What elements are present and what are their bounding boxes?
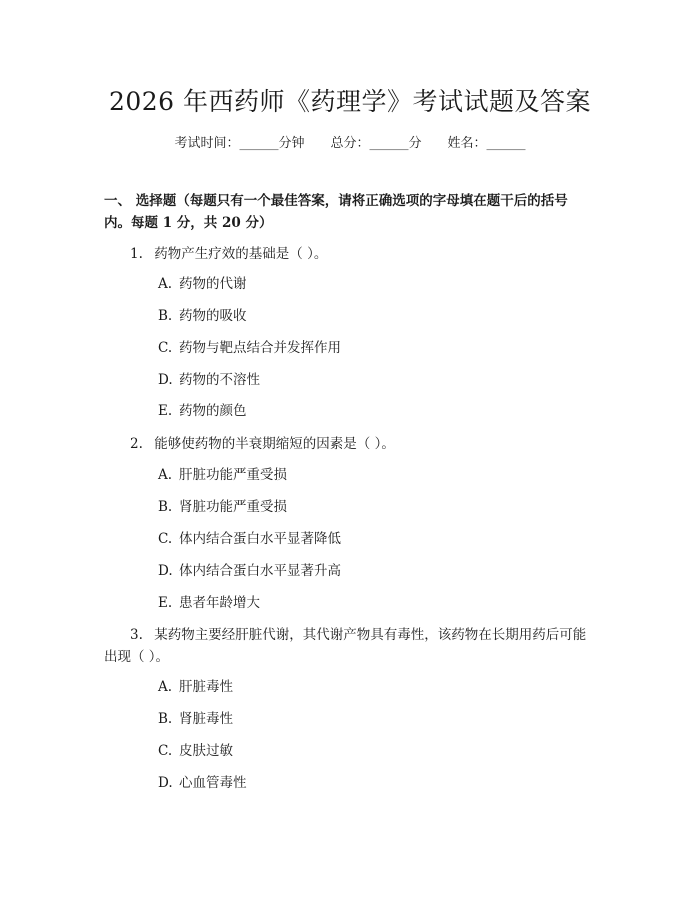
option-text: 皮肤过敏 [179,743,233,759]
option-letter: C. [158,340,173,356]
option-3a [158,677,233,697]
option-letter: B. [158,711,173,727]
option-2d [158,561,341,581]
question-2 [104,433,592,455]
option-letter: B. [158,308,173,324]
option-letter: E. [158,595,173,611]
exam-score: 总分：______分 [330,136,422,151]
question-text: 某药物主要经肝脏代谢，其代谢产物具有毒性，该药物在长期用药后可能出现（ ）。 [104,627,587,665]
option-2e [158,593,260,613]
option-letter: A. [158,276,173,292]
option-text: 肝脏毒性 [179,679,233,695]
option-letter: E. [158,403,173,419]
option-letter: C. [158,531,173,547]
option-letter: A. [158,467,173,483]
question-number: 2. [130,436,143,452]
question-1 [104,243,592,265]
option-letter: D. [158,775,173,791]
option-1d [158,370,260,390]
option-3c [158,741,233,761]
option-text: 心血管毒性 [179,775,247,791]
page-title: 2026 年西药师《药理学》考试试题及答案 [108,87,592,116]
option-1c [158,338,341,358]
option-text: 肾脏毒性 [179,711,233,727]
option-text: 患者年龄增大 [179,595,260,611]
option-letter: D. [158,563,173,579]
option-text: 肝脏功能严重受损 [179,467,287,483]
option-letter: A. [158,679,173,695]
option-text: 药物的吸收 [179,308,247,324]
option-text: 体内结合蛋白水平显著升高 [179,563,341,579]
option-letter: D. [158,372,173,388]
option-3d [158,773,247,793]
option-2b [158,497,287,517]
question-number: 3. [130,627,143,643]
option-letter: C. [158,743,173,759]
option-letter: B. [158,499,173,515]
question-number: 1. [130,246,143,262]
question-text: 能够使药物的半衰期缩短的因素是（ ）。 [154,436,395,452]
section-heading: 一、 选择题（每题只有一个最佳答案，请将正确选项的字母填在题干后的括号内。每题 1 分，共 20 分） [104,193,568,231]
exam-name: 姓名：______ [447,136,526,151]
option-text: 体内结合蛋白水平显著降低 [179,531,341,547]
option-3b [158,709,233,729]
option-1a [158,274,247,294]
option-text: 药物的不溶性 [179,372,260,388]
option-1e [158,401,247,421]
option-text: 药物的颜色 [179,403,247,419]
option-text: 肾脏功能严重受损 [179,499,287,515]
question-text: 药物产生疗效的基础是（ ）。 [154,246,328,262]
option-1b [158,306,247,326]
exam-meta [0,132,700,151]
exam-time: 考试时间：______分钟 [174,136,305,151]
option-text: 药物与靶点结合并发挥作用 [179,340,341,356]
option-text: 药物的代谢 [179,276,247,292]
option-2c [158,529,341,549]
option-2a [158,465,287,485]
question-3 [104,624,592,668]
